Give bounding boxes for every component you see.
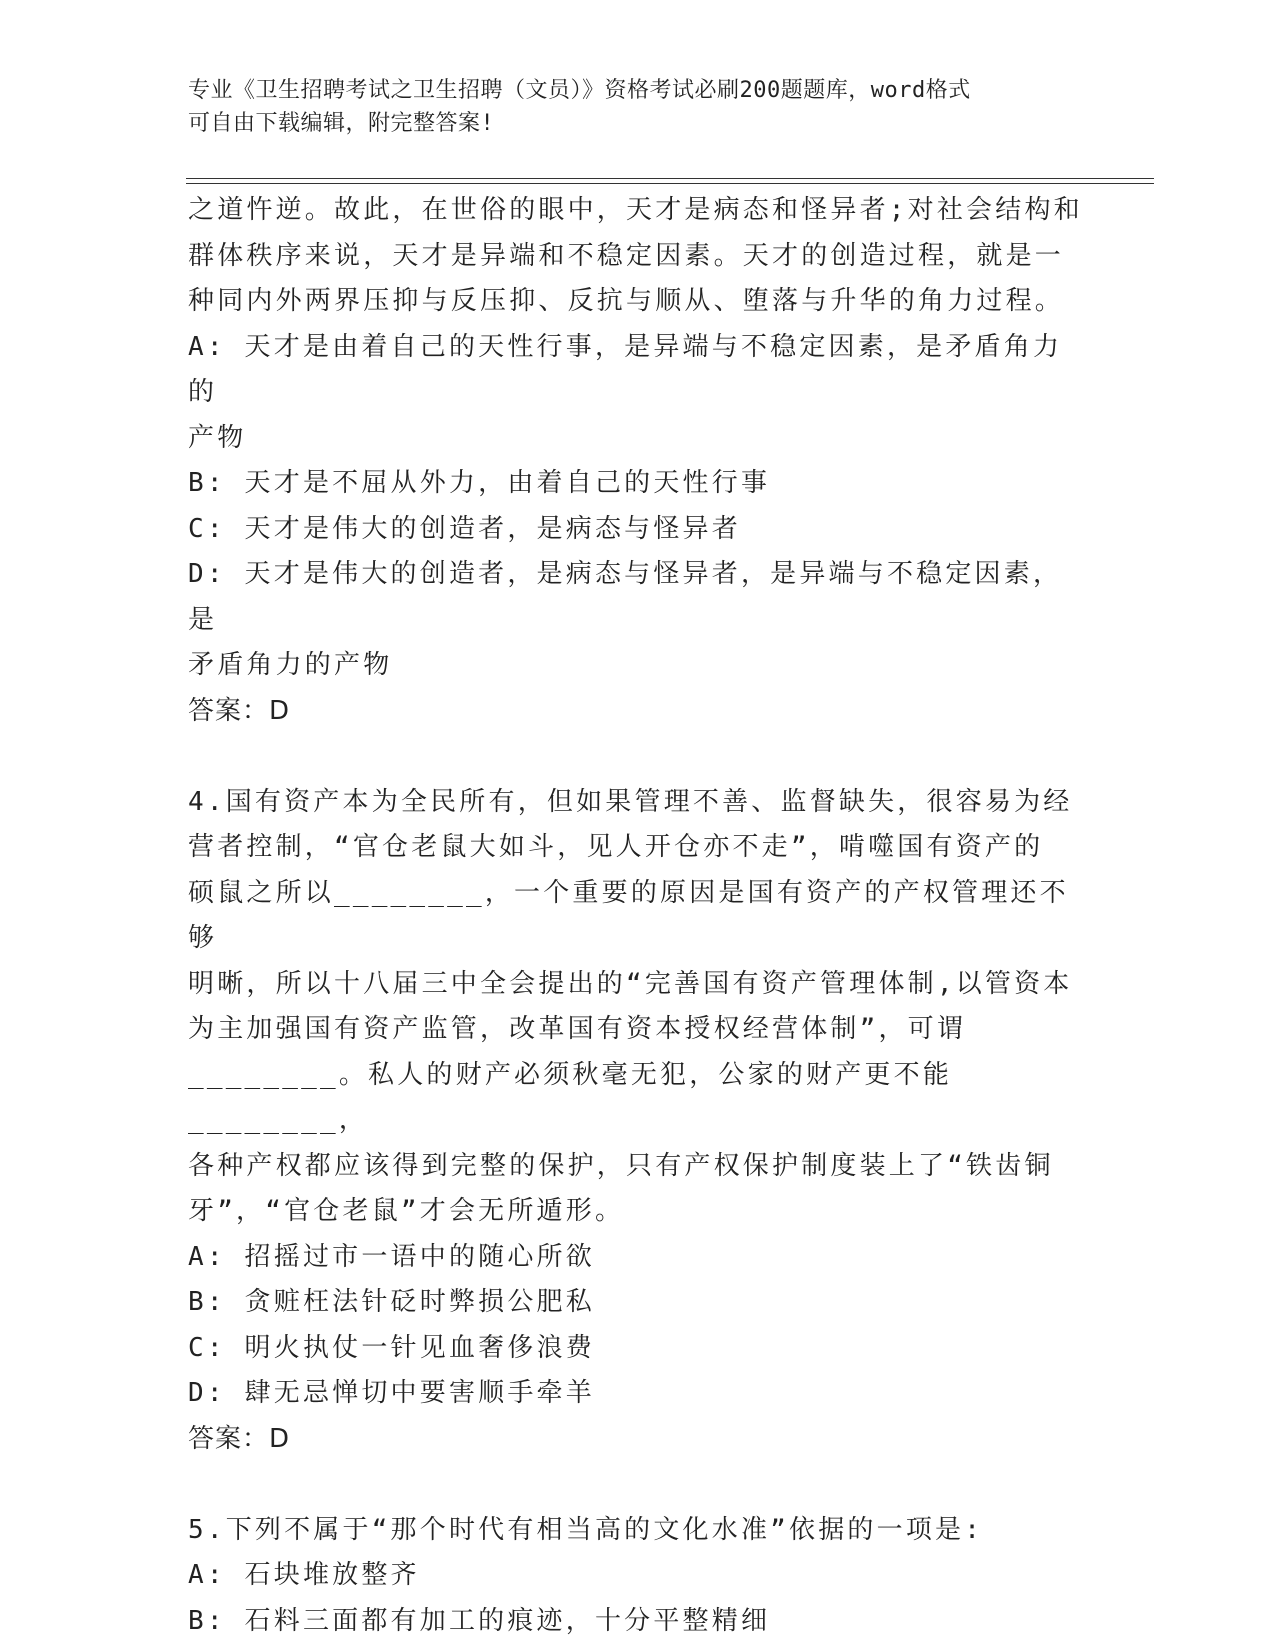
document-header [188,74,1088,140]
question-5 [188,1508,1088,1645]
question-4-text-line: 营者控制，“官仓老鼠大如斗，见人开仓亦不走”，啃噬国有资产的 [188,832,1044,862]
question-3-text-line: 之道忤逆。故此，在世俗的眼中，天才是病态和怪异者;对社会结构和 [188,195,1083,225]
question-3-answer: 答案：D [188,695,291,726]
question-3-option-a: A: 天才是由着自己的天性行事，是异端与不稳定因素，是矛盾角力的 [188,331,1063,407]
document-body [188,188,1088,1644]
question-3-option-c: C: 天才是伟大的创造者，是病态与怪异者 [188,513,741,544]
question-4-text-line: 各种产权都应该得到完整的保护，只有产权保护制度装上了“铁齿铜 [188,1150,1054,1181]
question-3-option-b: B: 天才是不屈从外力，由着自己的天性行事 [188,468,771,498]
header-divider-top [186,178,1154,179]
question-4-text-line: ________。私人的财产必须秋毫无犯，公家的财产更不能________， [188,1059,953,1135]
header-title-line-2: 可自由下载编辑，附完整答案! [188,111,495,136]
question-4-text-line: 牙”，“官仓老鼠”才会无所遁形。 [188,1196,625,1226]
question-4-text-line: 硕鼠之所以________，一个重要的原因是国有资产的产权管理还不够 [188,877,1069,953]
section-spacer [188,1462,1088,1508]
question-3 [188,188,1088,734]
question-4-option-b: B: 贪赃枉法针砭时弊损公肥私 [188,1287,595,1317]
header-title-line-1: 专业《卫生招聘考试之卫生招聘（文员）》资格考试必刷200题题库，word格式 [188,78,971,103]
question-3-option-a-continued: 产物 [188,422,247,453]
question-4-text-line: 明晰，所以十八届三中全会提出的“完善国有资产管理体制,以管资本 [188,968,1073,999]
question-4-option-c: C: 明火执仗一针见血奢侈浪费 [188,1332,595,1363]
question-4-option-a: A: 招摇过市一语中的随心所欲 [188,1241,595,1272]
section-spacer [188,734,1088,780]
question-4-answer: 答案：D [188,1423,291,1454]
question-4-text-line: 4.国有资产本为全民所有，但如果管理不善、监督缺失，很容易为经 [188,786,1073,817]
question-4-option-d: D: 肆无忌惮切中要害顺手牵羊 [188,1378,595,1408]
question-4-text-line: 为主加强国有资产监管，改革国有资本授权经营体制”，可谓 [188,1014,967,1044]
question-5-option-b: B: 石料三面都有加工的痕迹，十分平整精细 [188,1605,771,1636]
question-5-option-a: A: 石块堆放整齐 [188,1560,420,1590]
question-3-text-line: 群体秩序来说，天才是异端和不稳定因素。天才的创造过程，就是一 [188,240,1065,271]
question-4 [188,780,1088,1463]
header-divider-bottom [186,183,1154,184]
question-5-stem: 5.下列不属于“那个时代有相当高的文化水准”依据的一项是: [188,1514,984,1545]
question-3-option-d-continued: 矛盾角力的产物 [188,650,393,680]
question-3-option-d: D: 天才是伟大的创造者，是病态与怪异者，是异端与不稳定因素，是 [188,559,1063,635]
question-3-text-line: 种同内外两界压抑与反压抑、反抗与顺从、堕落与升华的角力过程。 [188,286,1065,316]
